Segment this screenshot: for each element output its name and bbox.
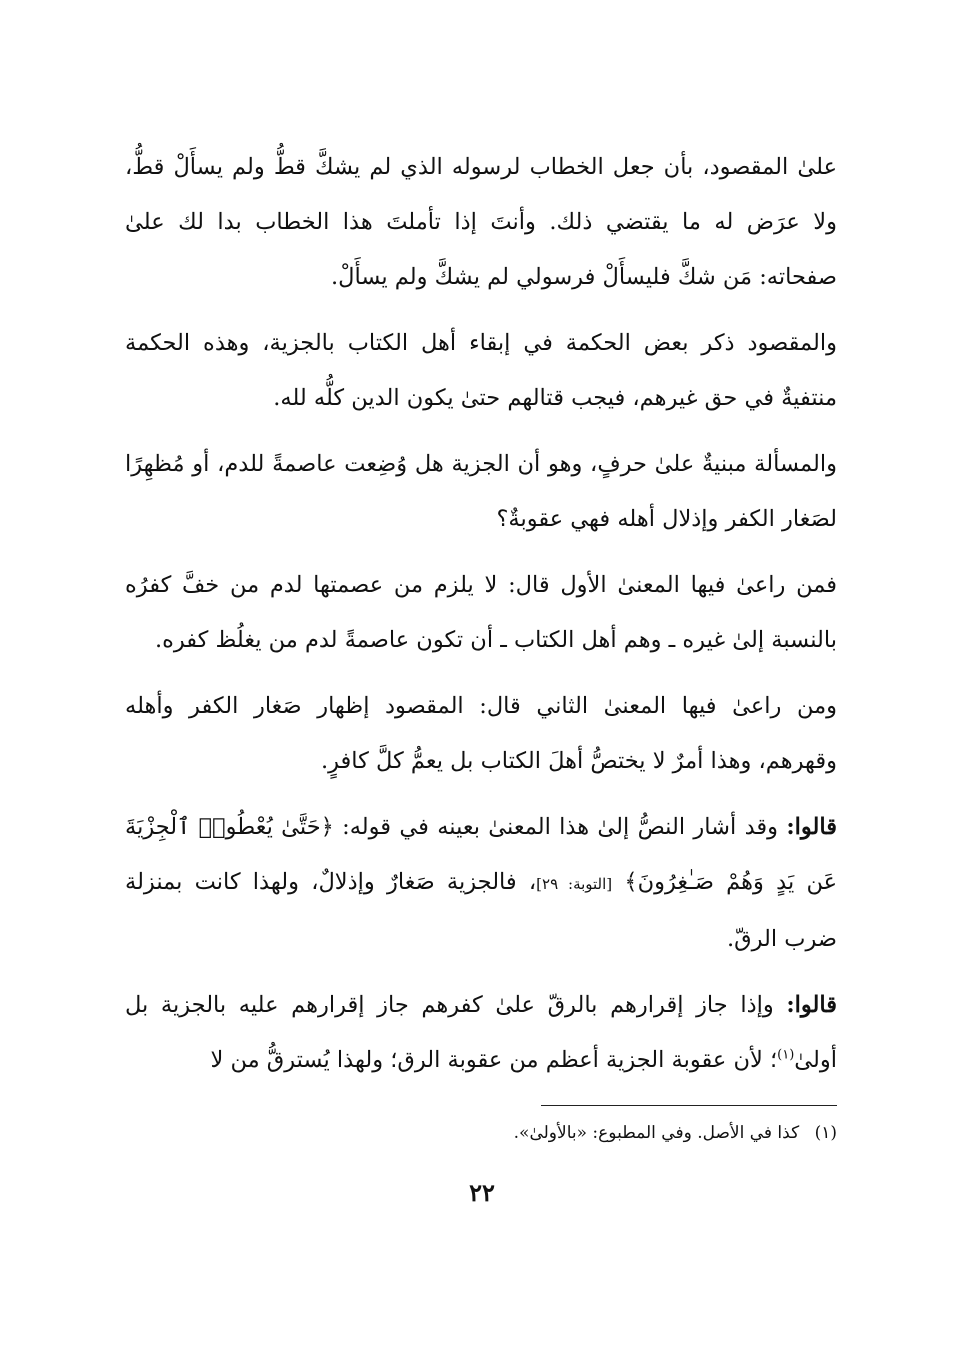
paragraph-5 — [125, 679, 837, 789]
footnote-text: كذا في الأصل. وفي المطبوع: «بالأولىٰ». — [513, 1123, 800, 1143]
paragraph-1-text: علىٰ المقصود، بأن جعل الخطاب لرسوله الذي لم يشكَّ قطُّ ولم يسأَلْ قطُّ، ولا عرَض له ما يقتضي ذلك. وأنتَ إذا تأملتَ هذا الخطاب بدا لك علىٰ صفحاته: مَن شكَّ فليسأَلْ فرسولي لم يشكَّ ولم يسأَلْ. — [125, 154, 837, 290]
footnote-separator — [541, 1105, 837, 1106]
paragraph-3-text: والمسألة مبنيةٌ علىٰ حرفٍ، وهو أن الجزية هل وُضِعت عاصمةً للدم، أو مُظهِرًا لصَغار الكفر وإذلال أهله فهي عقوبةٌ؟ — [125, 451, 837, 532]
paragraph-7-before: وإذا جاز إقرارهم بالرقّ علىٰ كفرهم جاز إقرارهم عليه بالجزية بل أولىٰ — [125, 992, 837, 1073]
footnote — [125, 1118, 837, 1148]
footnote-reference[interactable]: (١) — [777, 1047, 795, 1063]
paragraph-7-lead: قالوا: — [786, 992, 837, 1018]
paragraph-6-after: ، فالجزية صَغارٌ وإذلالٌ، ولهذا كانت بمنزلة ضرب الرقّ. — [125, 869, 837, 952]
page-body — [125, 140, 837, 1099]
paragraph-3 — [125, 437, 837, 547]
footnote-number: (١) — [814, 1123, 837, 1143]
paragraph-7 — [125, 978, 837, 1088]
paragraph-7-after: ؛ لأن عقوبة الجزية أعظم من عقوبة الرق؛ ولهذا يُسترقُّ من لا — [210, 1047, 778, 1073]
paragraph-6 — [125, 800, 837, 967]
paragraph-2 — [125, 316, 837, 426]
paragraph-6-lead: قالوا: — [786, 814, 837, 840]
paragraph-4 — [125, 558, 837, 668]
page-number: ٢٢ — [469, 1178, 495, 1207]
paragraph-1 — [125, 140, 837, 305]
verse-citation: [التوبة: ٢٩] — [536, 875, 613, 893]
paragraph-2-text: والمقصود ذكر بعض الحكمة في إبقاء أهل الكتاب بالجزية، وهذه الحكمة منتفيةٌ في حق غيرهم، فيجب قتالهم حتىٰ يكون الدين كلُّه لله. — [125, 330, 837, 411]
paragraph-4-text: فمن راعىٰ فيها المعنىٰ الأول قال: لا يلزم من عصمتها لدم من خفَّ كفرُه بالنسبة إلىٰ غيره ـ وهم أهل الكتاب ـ أن تكون عاصمةً لدم من يغلُظ كفره. — [125, 572, 837, 653]
paragraph-5-text: ومن راعىٰ فيها المعنىٰ الثاني قال: المقصود إظهار صَغار الكفر وأهله وقهرهم، وهذا أمرٌ لا يختصُّ أهلَ الكتاب بل يعمُّ كلَّ كافرٍ. — [125, 693, 837, 774]
quran-verse: ﴿حَتَّىٰ يُعْطُوا۟ ٱلْجِزْيَةَ عَن يَدٍ وَهُمْ صَـٰغِرُونَ﴾ — [125, 814, 838, 895]
paragraph-6-before: وقد أشار النصُّ إلىٰ هذا المعنىٰ بعينه في قوله: — [342, 814, 778, 840]
